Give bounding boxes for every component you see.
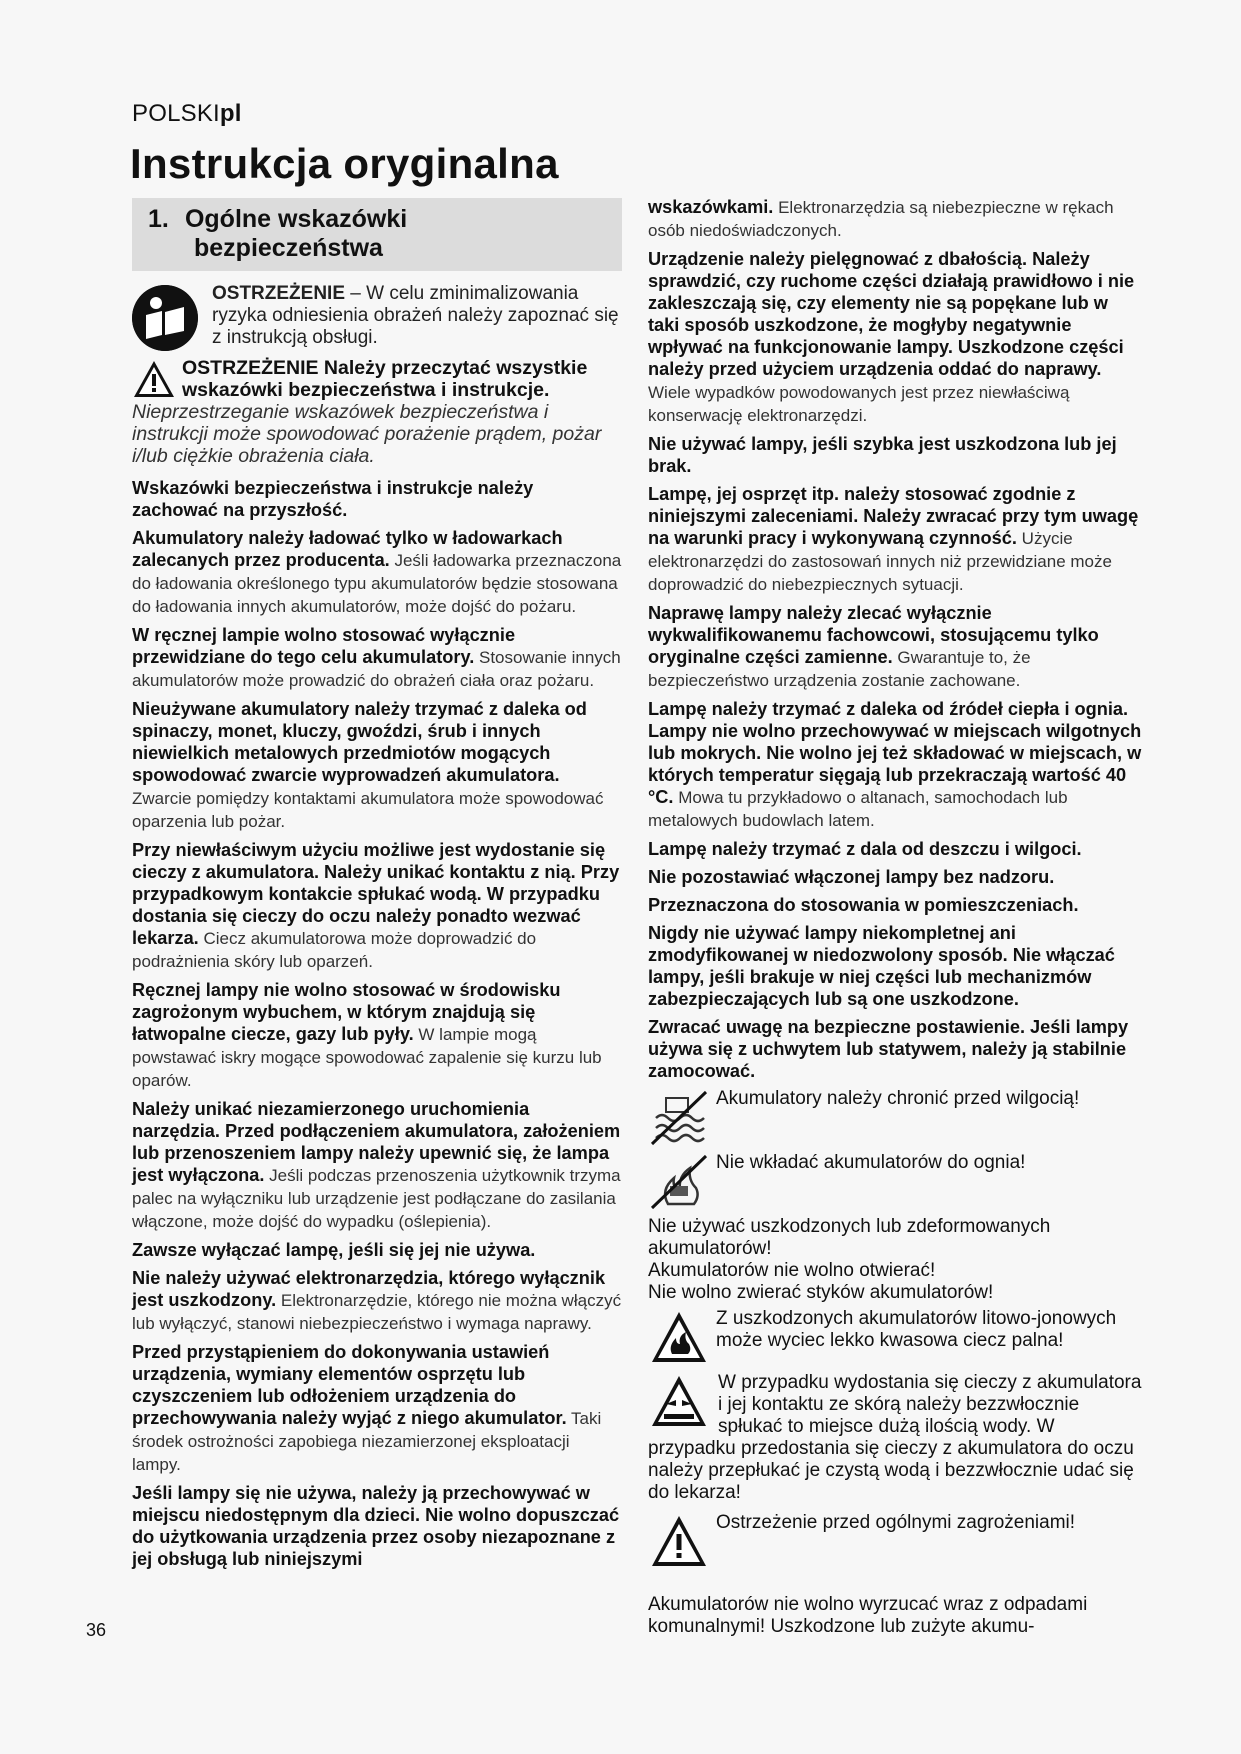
section-title-line1: Ogólne wskazówki <box>184 205 408 233</box>
paragraph-text: Gwarantuje to, że bezpieczeństwo urządzenia zostanie zachowane. <box>648 648 1031 690</box>
paragraph-bold: Ręcznej lampy nie wolno stosować w środowisku zagrożonym wybuchem, w którym znajdują się łatwopalne ciecze, gazy lub pyły. <box>132 980 561 1044</box>
paragraph-bold: Urządzenie należy pielęgnować z dbałością. Należy sprawdzić, czy ruchome części działają prawidłowo i nie zakleszczają się, czy elementy nie są popękane lub w taki sposób uszkodzone, że mogłyby negatywnie wpływać na funkcjonowanie lampy. Uszkodzone części należy przed użyciem urządzenia oddać do naprawy. <box>648 249 1135 379</box>
paragraph <box>132 979 622 1092</box>
paragraph-bold: Przeznaczona do stosowania w pomieszczeniach. <box>648 895 1079 915</box>
paragraph <box>648 602 1144 692</box>
paragraph-text: Elektronarzędzia są niebezpieczne w rękach osób niedoświadczonych. <box>648 198 1114 240</box>
section-title-line2: bezpieczeństwa <box>194 234 383 262</box>
paragraph <box>648 433 1144 477</box>
paragraph <box>132 839 622 973</box>
paragraph-text: Jeśli podczas przenoszenia użytkownik trzyma palec na wyłączniku lub urządzenie jest podłączane do zasilania włączone, może dojść do wypadku (oślepienia). <box>132 1166 621 1231</box>
general-danger-icon <box>648 1512 710 1572</box>
section-heading <box>132 198 622 271</box>
paragraph-text: Zwarcie pomiędzy kontaktami akumulatora może spowodować oparzenia lub pożar. <box>132 789 604 831</box>
paragraph-bold: Przed przystąpieniem do dokonywania ustawień urządzenia, wymiany elementów osprzętu lub czyszczeniem lub odłożeniem urządzenia do przechowywania należy wyjąć z niego akumulator. <box>132 1342 567 1428</box>
symbol-corrosive-text: W przypadku wydostania się cieczy z akumulatora i jej kontaktu ze skórą należy bezzwłocznie spłukać to miejsce dużą ilością wody. W przypadku przedostania się cieczy z akumulatora do oczu należy przepłukać je czystą wodą i bezzwłocznie udać się do lekarza! <box>648 1372 1142 1503</box>
symbol-corrosive <box>648 1372 1144 1504</box>
read-manual-warning <box>132 283 622 351</box>
paragraph <box>132 1098 622 1233</box>
paragraph-bold: Lampę należy trzymać z dala od deszczu i wilgoci. <box>648 839 1082 859</box>
paragraph <box>648 922 1144 1010</box>
paragraph <box>132 1267 622 1335</box>
paragraph <box>648 483 1144 596</box>
page-number: 36 <box>86 1620 107 1640</box>
language-name: POLSKI <box>132 100 220 127</box>
paragraph-text: Wiele wypadków powodowanych jest przez niewłaściwą konserwację elektronarzędzi. <box>648 383 1070 425</box>
symbol-moisture <box>648 1088 1144 1148</box>
paragraph <box>132 1482 622 1570</box>
left-column <box>132 198 622 1576</box>
symbol-flammable-text: Z uszkodzonych akumulatorów litowo-jonowych może wyciec lekko kwasowa ciecz palna! <box>716 1308 1117 1351</box>
symbol-no-short-text: Nie wolno zwierać styków akumulatorów! <box>648 1282 994 1303</box>
read-warning-label: OSTRZEŻENIE <box>212 283 346 304</box>
paragraph-text: Ciecz akumulatorowa może doprowadzić do podrażnienia skóry lub oparzeń. <box>132 929 537 971</box>
paragraph-bold: Nie należy używać elektronarzędzia, którego wyłącznik jest uszkodzony. <box>132 1268 606 1310</box>
paragraph-bold: Nie używać lampy, jeśli szybka jest uszkodzona lub jej brak. <box>648 434 1117 476</box>
read-manual-icon <box>132 285 198 351</box>
paragraph-bold: Jeśli lampy się nie używa, należy ją przechowywać w miejscu niedostępnym dla dzieci. Nie wolno dopuszczać do użytkowania urządzenia przez osoby niezapoznane z jej obsługą lub niniejszymi <box>132 1483 620 1569</box>
paragraph <box>132 1239 622 1261</box>
no-fire-icon <box>648 1152 710 1212</box>
paragraph-bold: Wskazówki bezpieczeństwa i instrukcje należy zachować na przyszłość. <box>132 478 534 520</box>
paragraph-bold: wskazówkami. <box>648 197 774 217</box>
paragraph-text: Stosowanie innych akumulatorów może prowadzić do obrażeń ciała oraz pożaru. <box>132 648 621 690</box>
no-moisture-icon <box>648 1088 710 1148</box>
language-code: pl <box>219 100 242 127</box>
symbol-flammable <box>648 1308 1144 1368</box>
paragraph <box>648 196 1144 242</box>
symbol-damaged-text: Nie używać uszkodzonych lub zdeformowanych akumulatorów! <box>648 1216 1051 1259</box>
page-title: Instrukcja oryginalna <box>130 140 559 187</box>
paragraph <box>132 1341 622 1476</box>
right-column <box>648 196 1144 1638</box>
disposal-text: Akumulatorów nie wolno wyrzucać wraz z odpadami komunalnymi! Uszkodzone lub zużyte akumu- <box>648 1594 1088 1637</box>
flammable-warning-icon <box>648 1308 710 1368</box>
symbol-general-text: Ostrzeżenie przed ogólnymi zagrożeniami! <box>716 1512 1076 1533</box>
paragraph-text: Jeśli ładowarka przeznaczona do ładowania określonego typu akumulatorów będzie stosowana do ładowania innych akumulatorów, może dojść do pożaru. <box>132 551 622 616</box>
paragraph <box>132 477 622 521</box>
paragraph-bold: Zwracać uwagę na bezpieczne postawienie. Jeśli lampy używa się z uchwytem lub statywem, należy ją stabilnie zamocować. <box>648 1017 1129 1081</box>
paragraph-bold: Akumulatory należy ładować tylko w ładowarkach zalecanych przez producenta. <box>132 528 563 570</box>
language-label <box>132 100 242 128</box>
paragraph-text: Użycie elektronarzędzi do zastosowań innych niż przewidziane może doprowadzić do niebezpiecznych sytuacji. <box>648 529 1112 594</box>
symbol-fire <box>648 1152 1144 1212</box>
general-warning <box>132 357 622 467</box>
paragraph-bold: Należy unikać niezamierzonego uruchomienia narzędzia. Przed podłączeniem akumulatora, założeniem lub przenoszeniem lampy należy upewnić się, że lampa jest wyłączona. <box>132 1099 621 1185</box>
paragraph-bold: Lampę, jej osprzęt itp. należy stosować zgodnie z niniejszymi zaleceniami. Należy zwracać przy tym uwagę na warunki pracy i wykonywaną czynność. <box>648 484 1139 548</box>
paragraph-bold: Nieużywane akumulatory należy trzymać z daleka od spinaczy, monet, kluczy, gwoździ, śrub i innych niewielkich metalowych przedmiotów mogących spowodować zwarcie wyprowadzeń akumulatora. <box>132 699 587 785</box>
symbol-no-open-text: Akumulatorów nie wolno otwierać! <box>648 1260 936 1281</box>
paragraph-bold: Lampę należy trzymać z daleka od źródeł ciepła i ognia. Lampy nie wolno przechowywać w miejscach wilgotnych lub mokrych. Nie wolno jej też składować w miejscach, w których temperatur sięgają lub przekraczają wartość 40 °C. <box>648 699 1142 807</box>
paragraph-bold: Przy niewłaściwym użyciu możliwe jest wydostanie się cieczy z akumulatora. Należy unikać kontaktu z nią. Przy przypadkowym kontakcie spłukać wodą. W przypadku dostania się cieczy do oczu należy ponadto wezwać lekarza. <box>132 840 620 948</box>
read-warning-text: – W celu zminimalizowania ryzyka odniesienia obrażeń należy zapoznać się z instrukcją obsługi. <box>212 283 619 348</box>
paragraph <box>648 1016 1144 1082</box>
warning-triangle-icon <box>132 359 176 399</box>
paragraph <box>648 866 1144 888</box>
paragraph-bold: W ręcznej lampie wolno stosować wyłącznie przewidziane do tego celu akumulatory. <box>132 625 516 667</box>
paragraph-bold: Nigdy nie używać lampy niekompletnej ani zmodyfikowanej w niedozwolony sposób. Nie włączać lampy, jeśli brakuje w niej części lub mechanizmów zabezpieczających lub są one uszkodzone. <box>648 923 1115 1009</box>
paragraph <box>132 527 622 618</box>
paragraph <box>648 838 1144 860</box>
warning-all-bold: OSTRZEŻENIE Należy przeczytać wszystkie wskazówki bezpieczeństwa i instrukcje. <box>182 357 588 401</box>
paragraph <box>132 624 622 692</box>
paragraph <box>648 698 1144 832</box>
paragraph <box>648 894 1144 916</box>
corrosive-warning-icon <box>648 1372 710 1432</box>
paragraph-text: W lampie mogą powstawać iskry mogące spowodować zapalenie się kurzu lub oparów. <box>132 1025 602 1090</box>
paragraph <box>648 248 1144 427</box>
paragraph-text: Mowa tu przykładowo o altanach, samochodach lub metalowych budowlach latem. <box>648 788 1068 830</box>
paragraph-text: Taki środek ostrożności zapobiega niezamierzonej eksploatacji lampy. <box>132 1409 602 1474</box>
paragraph-bold: Nie pozostawiać włączonej lampy bez nadzoru. <box>648 867 1055 887</box>
paragraph-bold: Naprawę lampy należy zlecać wyłącznie wykwalifikowanemu fachowcowi, stosującemu tylko oryginalne części zamienne. <box>648 603 1099 667</box>
paragraph-text: Elektronarzędzie, którego nie można włączyć lub wyłączyć, stanowi niebezpieczeństwo i wymaga naprawy. <box>132 1291 622 1333</box>
symbol-general <box>648 1512 1144 1572</box>
symbol-fire-text: Nie wkładać akumulatorów do ognia! <box>716 1152 1026 1173</box>
paragraph <box>132 698 622 833</box>
warning-all-italic: Nieprzestrzeganie wskazówek bezpieczeństwa i instrukcji może spowodować porażenie prądem, pożar i/lub ciężkie obrażenia ciała. <box>132 401 602 467</box>
symbol-moisture-text: Akumulatory należy chronić przed wilgocią! <box>716 1088 1080 1109</box>
section-number: 1. <box>148 205 169 233</box>
paragraph-bold: Zawsze wyłączać lampę, jeśli się jej nie używa. <box>132 1240 536 1260</box>
